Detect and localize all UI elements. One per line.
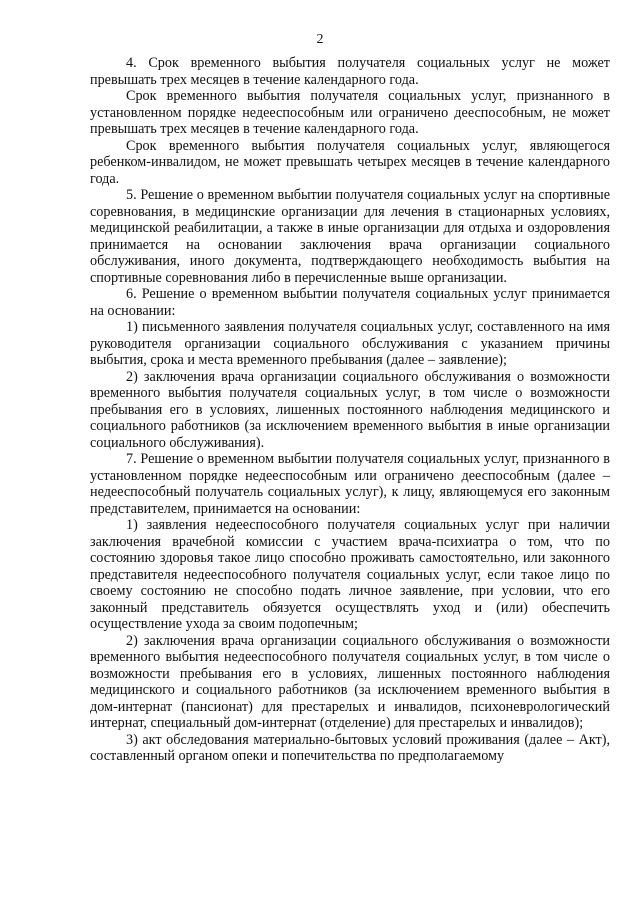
paragraph-item-7-sub-2: 2) заключения врача организации социального обслуживания о возможности временного выбытия недееспособного получателя социальных услуг, в том числе о возможности пребывания его в условиях, лишенных постоянного наблюдения медицинского и социального работников (за исключением временного выбытия в дом-интернат (пансионат) для престарелых и инвалидов, психоневрологический интернат, специальный дом-интернат (отделение) для престарелых и инвалидов); bbox=[90, 632, 610, 731]
paragraph-item-4: 4. Срок временного выбытия получателя социальных услуг не может превышать трех месяцев в течение календарного года. bbox=[90, 55, 610, 88]
page-number: 2 bbox=[316, 32, 324, 47]
paragraph-item-7-sub-3: 3) акт обследования материально-бытовых условий проживания (далее – Акт), составленный органом опеки и попечительства по предполагаемому bbox=[90, 731, 610, 764]
paragraph-item-6-sub-2: 2) заключения врача организации социального обслуживания о возможности временного выбытия получателя социальных услуг, в том числе о возможности пребывания его в условиях, лишенных постоянного наблюдения медицинского и социального работников (за исключением временного выбытия в иные организации социального обслуживания). bbox=[90, 368, 610, 451]
paragraph-term-disabled-child: Срок временного выбытия получателя социальных услуг, являющегося ребенком-инвалидом, не может превышать четырех месяцев в течение календарного года. bbox=[90, 137, 610, 187]
paragraph-term-incapacitated: Срок временного выбытия получателя социальных услуг, признанного в установленном порядке недееспособным или ограничено дееспособным, не может превышать трех месяцев в течение календарного года. bbox=[90, 88, 610, 137]
paragraph-item-5: 5. Решение о временном выбытии получателя социальных услуг на спортивные соревнования, в медицинские организации для лечения в стационарных условиях, медицинской реабилитации, а также в иные организации для отдыха и оздоровления принимается на основании заключения врача организации социального обслуживания, иного документа, подтверждающего необходимость выбытия на спортивные соревнования либо в перечисленные выше организации. bbox=[90, 187, 610, 286]
paragraph-item-6: 6. Решение о временном выбытии получателя социальных услуг принимается на основании: bbox=[90, 286, 610, 319]
paragraph-item-6-sub-1: 1) письменного заявления получателя социальных услуг, составленного на имя руководителя организации социального обслуживания с указанием причины выбытия, срока и места временного пребывания (далее – заявление); bbox=[90, 319, 610, 368]
paragraph-item-7: 7. Решение о временном выбытии получателя социальных услуг, признанного в установленном порядке недееспособным или ограничено дееспособным (далее – недееспособный получатель социальных услуг), к лицу, являющемуся его законным представителем, принимается на основании: bbox=[90, 451, 610, 517]
paragraph-item-7-sub-1: 1) заявления недееспособного получателя социальных услуг при наличии заключения врачебной комиссии с участием врача-психиатра о том, что по состоянию здоровья такое лицо способно проживать самостоятельно, или законного представителя недееспособного получателя социальных услуг, если такое лицо по своему состоянию не способно подать личное заявление, при условии, что его законный представитель обязуется осуществлять уход и (или) обеспечить осуществление ухода за своим подопечным; bbox=[90, 517, 610, 632]
document-body bbox=[90, 55, 610, 765]
